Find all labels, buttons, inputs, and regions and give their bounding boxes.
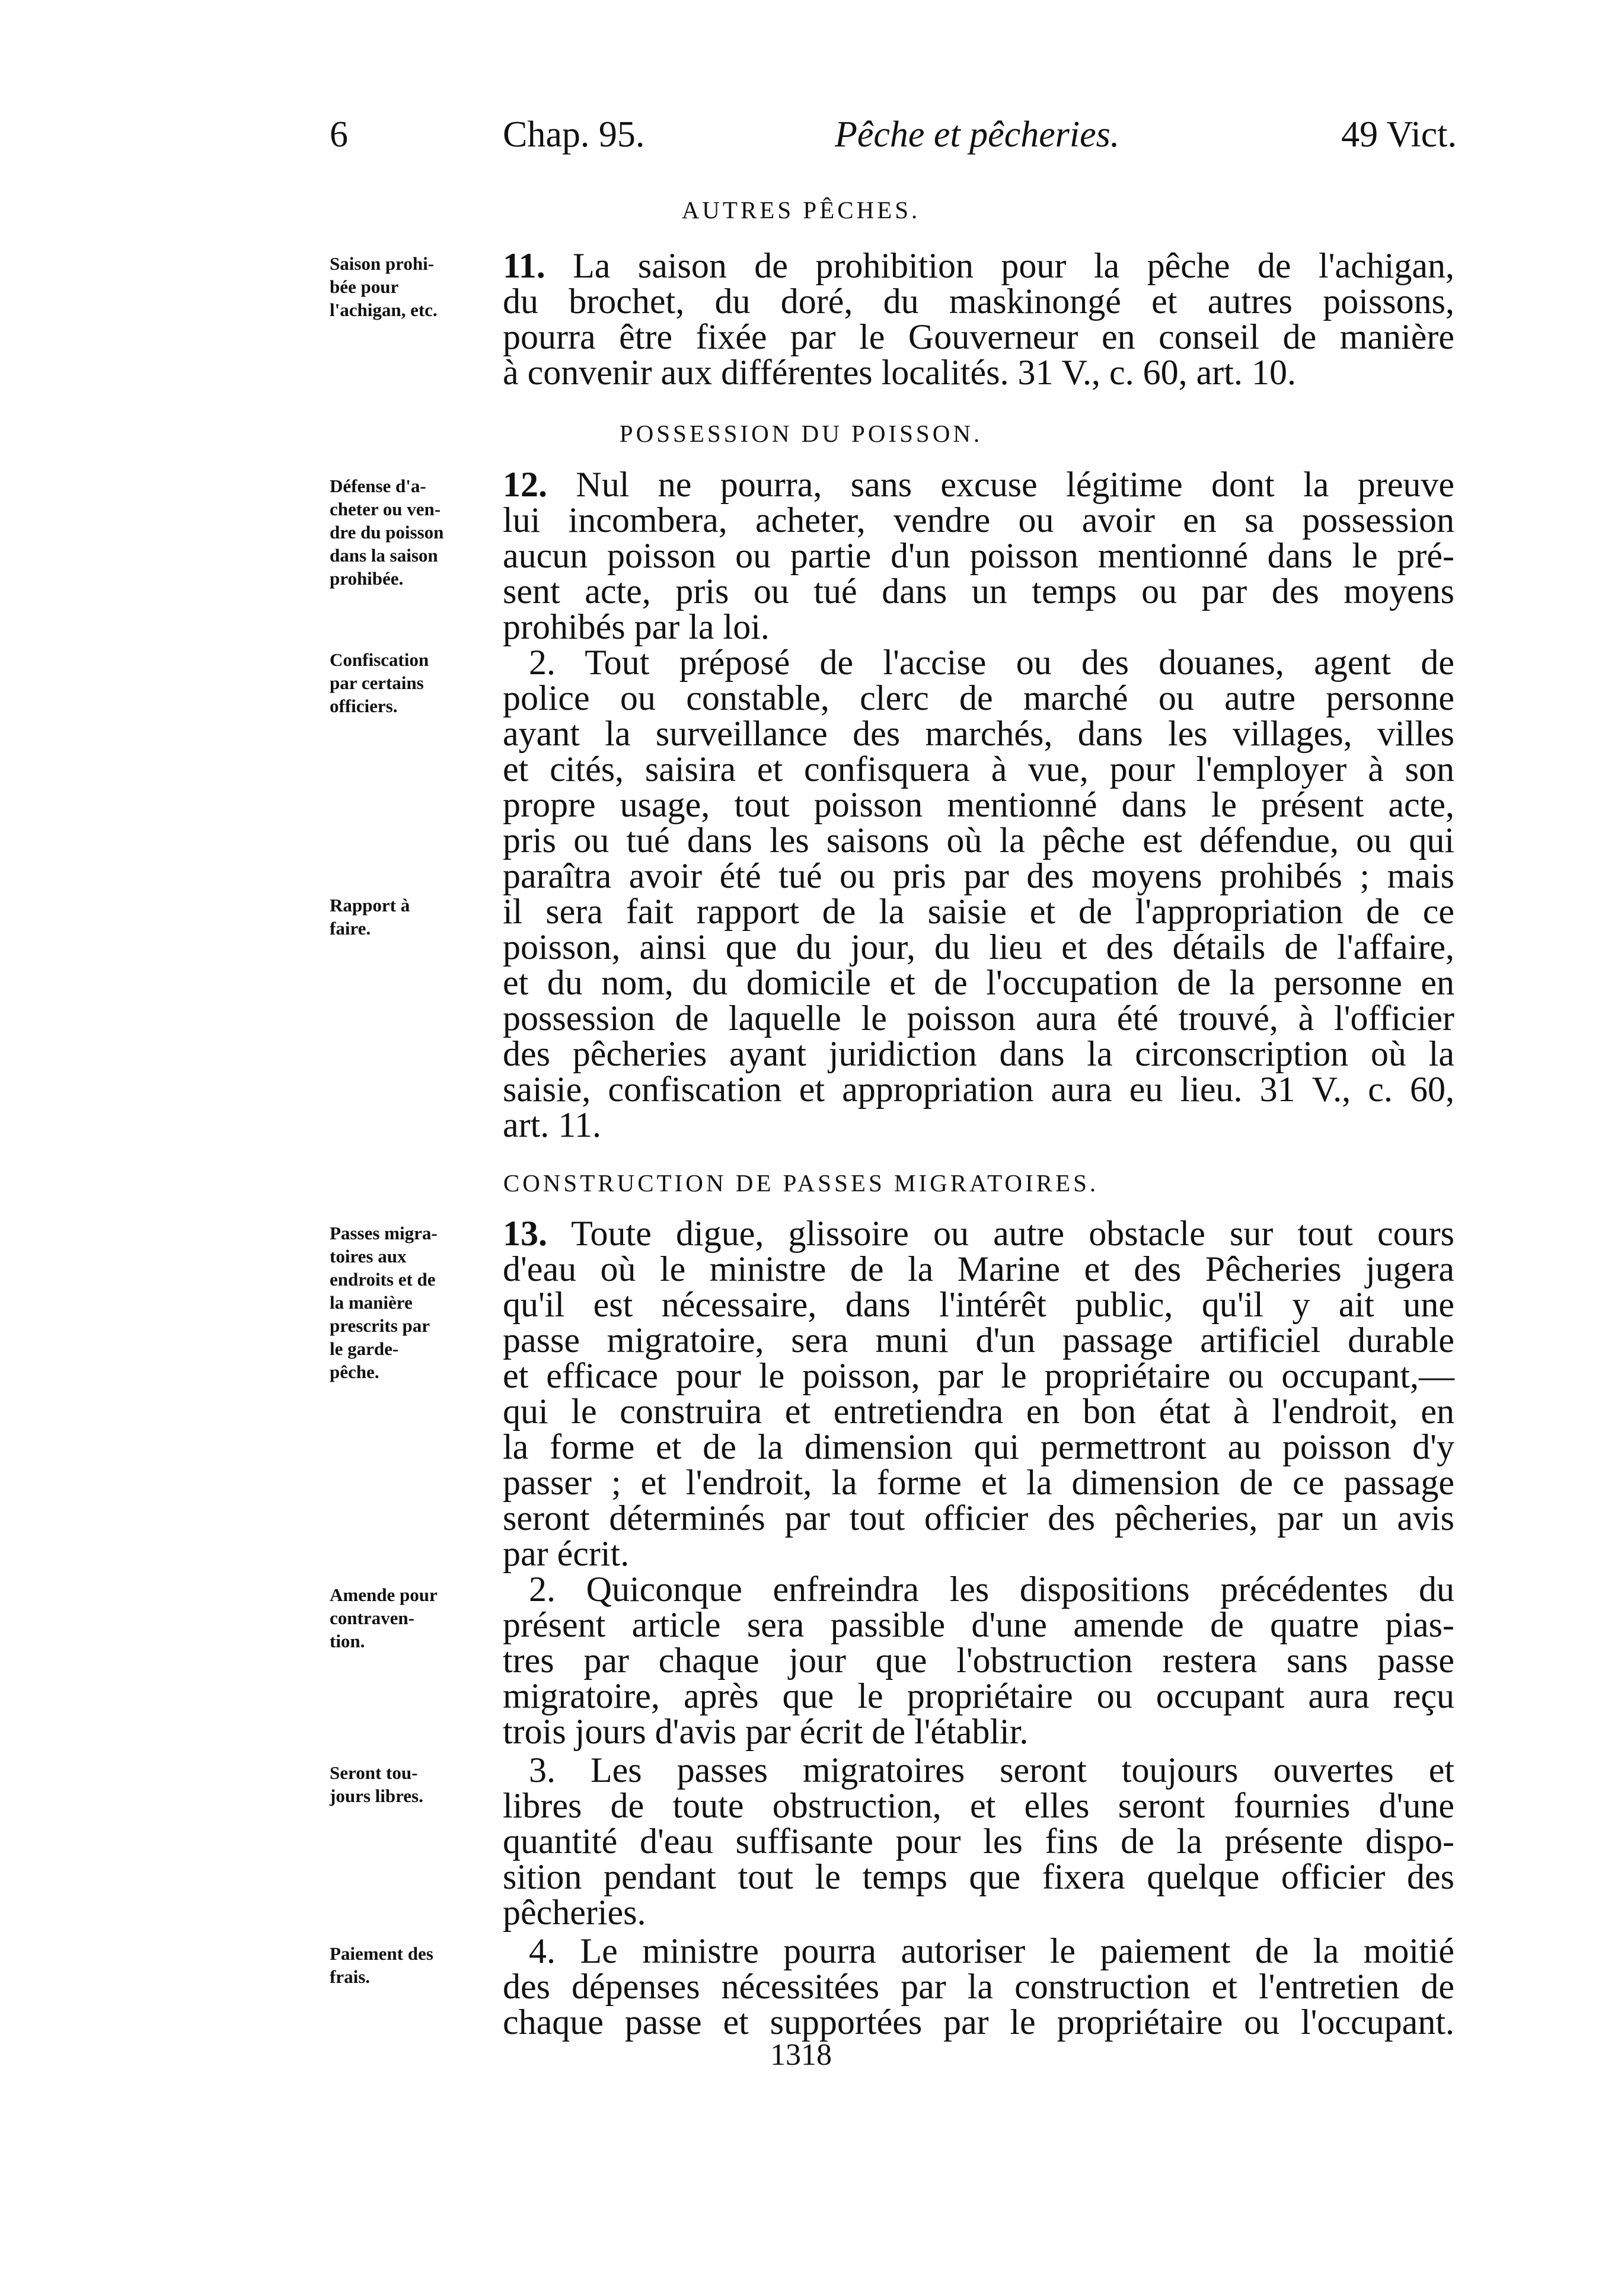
text-line: pourra être fixée par le Gouverneur en conseil de manière xyxy=(503,317,1454,356)
margin-note xyxy=(330,648,503,718)
margin-note-line: Rapport à xyxy=(330,895,410,916)
text-line: police ou constable, clerc de marché ou autre personne xyxy=(503,678,1454,718)
text-line: aucun poisson ou partie d'un poisson mentionné dans le pré- xyxy=(503,536,1454,575)
margin-note-line: Seront tou- xyxy=(330,1762,418,1783)
text-line: paraîtra avoir été tué ou pris par des moyens prohibés ; mais xyxy=(503,856,1454,895)
text-line: passer ; et l'endroit, la forme et la dimension de ce passage xyxy=(503,1463,1454,1502)
text-line xyxy=(503,467,1454,502)
text-line: passe migratoire, sera muni d'un passage artificiel durable xyxy=(503,1321,1454,1360)
text-line: libres de toute obstruction, et elles seront fournies d'une xyxy=(503,1786,1454,1825)
margin-note-line: Défense d'a- xyxy=(330,476,426,496)
margin-note-line: endroits et de xyxy=(330,1269,436,1290)
line-text: Le ministre pourra autoriser le paiement de la moitié xyxy=(580,1931,1455,1970)
margin-note-line: bée pour xyxy=(330,276,399,297)
chapter-label: Chap. 95. xyxy=(503,114,645,155)
margin-note-line: par certains xyxy=(330,672,424,693)
text-line xyxy=(503,1933,1454,1969)
text-line: qui le construira et entretiendra en bon état à l'endroit, en xyxy=(503,1392,1454,1431)
margin-note-line: Amende pour xyxy=(330,1584,438,1605)
text-line: il sera fait rapport de la saisie et de l'appropriation de ce xyxy=(503,892,1454,931)
text-line: à convenir aux différentes localités. 31 V., c. 60, art. 10. xyxy=(503,353,1296,392)
margin-note-line: la manière xyxy=(330,1292,413,1313)
article-number: 13. xyxy=(503,1214,547,1253)
article-number: 12. xyxy=(503,465,547,504)
margin-note-line: Saison prohi- xyxy=(330,253,435,274)
margin-note xyxy=(330,252,503,321)
text-line: présent article sera passible d'une amende de quatre pias- xyxy=(503,1605,1454,1644)
margin-note xyxy=(330,1942,503,1988)
margin-note-line: tion. xyxy=(330,1631,365,1651)
regnal-year: 49 Vict. xyxy=(1341,114,1457,155)
section-title: CONSTRUCTION DE PASSES MIGRATOIRES. xyxy=(503,1169,1099,1197)
paragraph-number: 2. xyxy=(529,643,556,682)
text-line: poisson, ainsi que du jour, du lieu et des détails de l'affaire, xyxy=(503,927,1454,967)
text-line xyxy=(503,1571,1454,1607)
text-line: pris ou tué dans les saisons où la pêche est défendue, ou qui xyxy=(503,821,1454,860)
margin-note-line: frais. xyxy=(330,1966,371,1987)
text-line xyxy=(503,1752,1454,1788)
margin-note-line: toires aux xyxy=(330,1246,407,1267)
line-text: Quiconque enfreindra les dispositions précédentes du xyxy=(586,1570,1454,1609)
paragraph-number: 3. xyxy=(529,1750,556,1790)
line-text: Nul ne pourra, sans excuse légitime dont la preuve xyxy=(576,465,1454,504)
margin-note-line: le garde- xyxy=(330,1338,399,1359)
margin-note xyxy=(330,1583,503,1653)
margin-note xyxy=(330,1761,503,1807)
text-line: ayant la surveillance des marchés, dans les villages, villes xyxy=(503,714,1454,753)
text-line: et cités, saisira et confisquera à vue, pour l'employer à son xyxy=(503,750,1454,789)
section-title: AUTRES PÊCHES. xyxy=(681,196,921,224)
text-line: des pêcheries ayant juridiction dans la circonscription où la xyxy=(503,1034,1454,1073)
margin-note-line: contraven- xyxy=(330,1608,414,1628)
page-number: 6 xyxy=(330,114,348,155)
line-text: La saison de prohibition pour la pêche de l'achigan, xyxy=(573,246,1455,285)
margin-note-line: prohibée. xyxy=(330,568,404,589)
folio-number: 1318 xyxy=(770,2038,832,2072)
margin-note-line: dre du poisson xyxy=(330,522,444,543)
margin-note-line: cheter ou ven- xyxy=(330,499,441,519)
margin-note-line: l'achigan, etc. xyxy=(330,299,438,320)
text-line: art. 11. xyxy=(503,1105,602,1144)
margin-note xyxy=(330,894,503,940)
margin-note-line: Passes migra- xyxy=(330,1223,438,1243)
margin-note-line: Confiscation xyxy=(330,649,429,670)
text-line: et efficace pour le poisson, par le propriétaire ou occupant,— xyxy=(503,1356,1454,1395)
text-line: migratoire, après que le propriétaire ou occupant aura reçu xyxy=(503,1676,1454,1715)
text-line: prohibés par la loi. xyxy=(503,607,770,646)
text-line: quantité d'eau suffisante pour les fins de la présente dispo- xyxy=(503,1822,1454,1861)
text-line: du brochet, du doré, du maskinongé et autres poissons, xyxy=(503,282,1454,321)
paragraph-number: 2. xyxy=(529,1570,556,1609)
paragraph-number: 4. xyxy=(529,1931,556,1970)
text-line: lui incombera, acheter, vendre ou avoir en sa possession xyxy=(503,500,1454,540)
article-number: 11. xyxy=(503,246,545,285)
text-line: sent acte, pris ou tué dans un temps ou par des moyens xyxy=(503,572,1454,611)
margin-note xyxy=(330,1222,503,1383)
text-line: saisie, confiscation et appropriation aura eu lieu. 31 V., c. 60, xyxy=(503,1070,1454,1109)
text-line: des dépenses nécessitées par la construction et l'entretien de xyxy=(503,1967,1454,2006)
margin-note-line: faire. xyxy=(330,918,371,939)
text-line xyxy=(503,645,1454,680)
margin-note-line: Paiement des xyxy=(330,1943,433,1964)
text-line xyxy=(503,248,1454,283)
text-line: par écrit. xyxy=(503,1534,630,1573)
line-text: Tout préposé de l'accise ou des douanes, agent de xyxy=(585,643,1454,682)
line-text: Toute digue, glissoire ou autre obstacle sur tout cours xyxy=(571,1214,1454,1253)
section-title: POSSESSION DU POISSON. xyxy=(619,420,983,447)
text-line: pêcheries. xyxy=(503,1893,646,1932)
margin-note xyxy=(330,474,503,590)
text-line: sition pendant tout le temps que fixera quelque officier des xyxy=(503,1857,1454,1896)
text-line: chaque passe et supportées par le propriétaire ou l'occupant. xyxy=(503,2002,1454,2042)
line-text: Les passes migratoires seront toujours ouvertes et xyxy=(591,1750,1455,1790)
text-line: trois jours d'avis par écrit de l'établir. xyxy=(503,1712,1029,1751)
text-line: et du nom, du domicile et de l'occupation de la personne en xyxy=(503,963,1454,1002)
text-line: qu'il est nécessaire, dans l'intérêt public, qu'il y ait une xyxy=(503,1285,1454,1324)
text-line: seront déterminés par tout officier des pêcheries, par un avis xyxy=(503,1498,1454,1538)
text-line: tres par chaque jour que l'obstruction restera sans passe xyxy=(503,1641,1454,1680)
text-line: d'eau où le ministre de la Marine et des Pêcheries jugera xyxy=(503,1249,1454,1289)
text-line xyxy=(503,1216,1454,1251)
text-line: la forme et de la dimension qui permettront au poisson d'y xyxy=(503,1427,1454,1466)
text-line: propre usage, tout poisson mentionné dans le présent acte, xyxy=(503,785,1454,824)
text-line: possession de laquelle le poisson aura été trouvé, à l'officier xyxy=(503,999,1454,1038)
margin-note-line: prescrits par xyxy=(330,1315,430,1336)
margin-note-line: pêche. xyxy=(330,1361,379,1382)
margin-note-line: jours libres. xyxy=(330,1785,423,1806)
running-title: Pêche et pêcheries. xyxy=(835,114,1120,155)
margin-note-line: officiers. xyxy=(330,696,398,716)
margin-note-line: dans la saison xyxy=(330,545,438,566)
